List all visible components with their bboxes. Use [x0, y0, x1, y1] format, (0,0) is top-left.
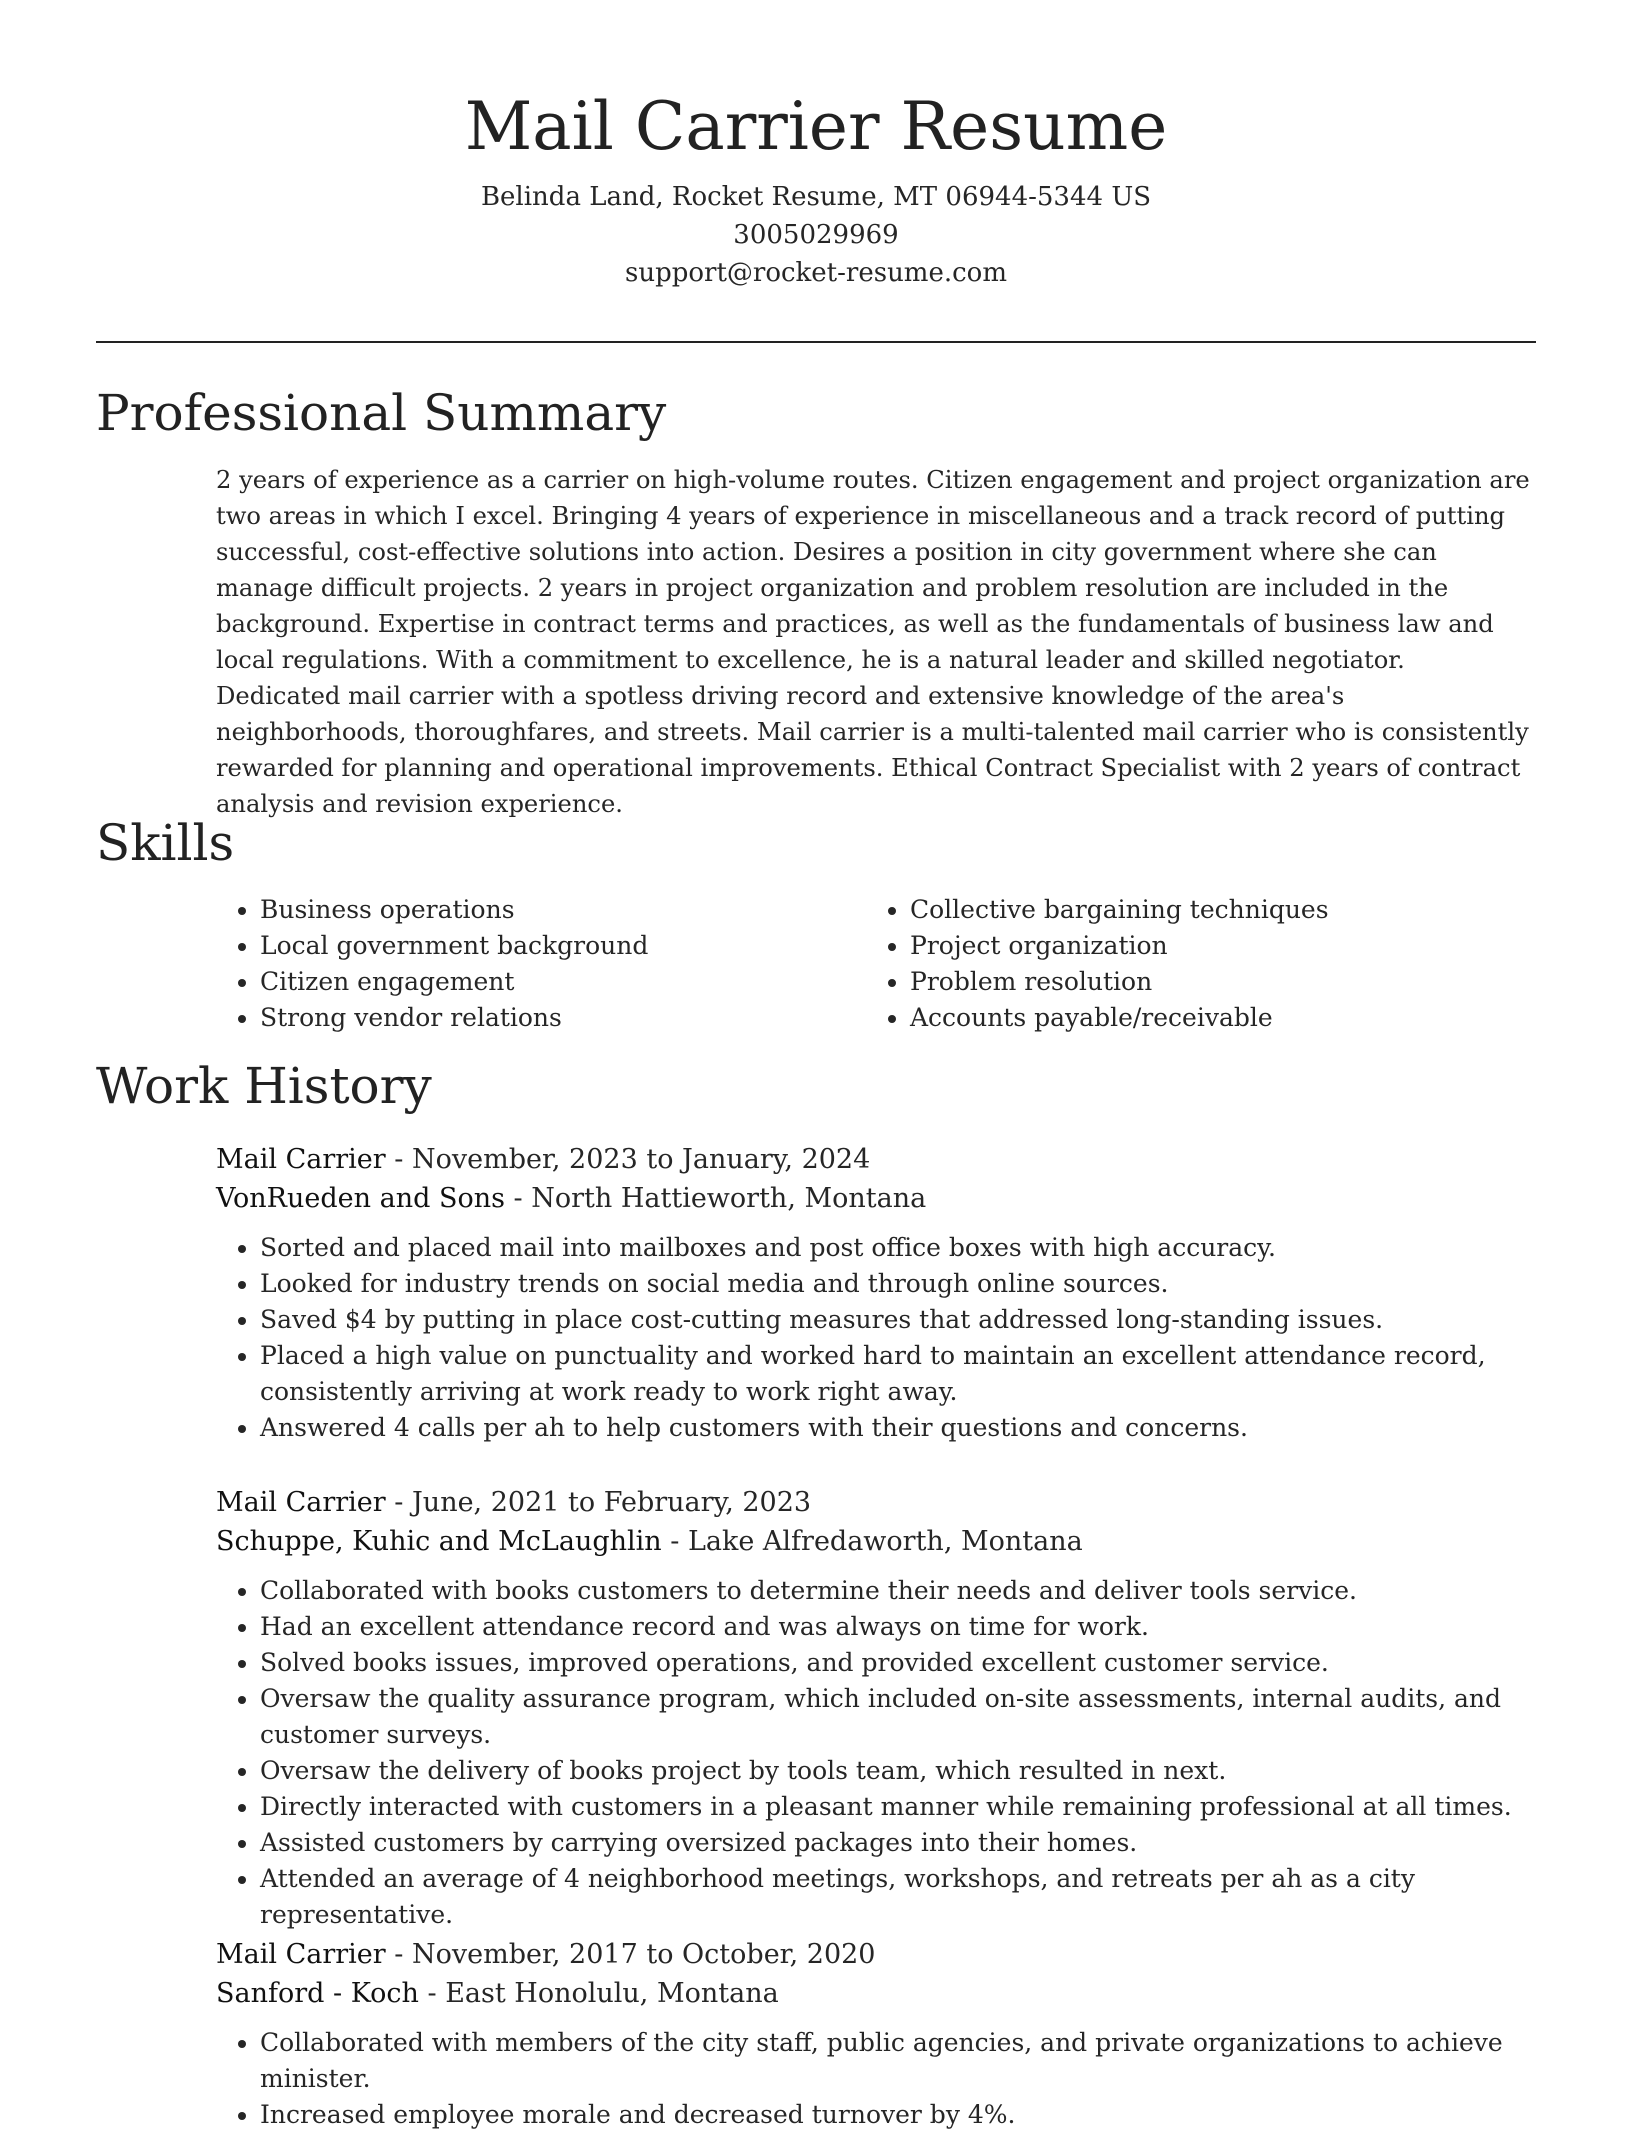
skill-item: • Local government background — [260, 928, 866, 964]
job-bullet: • Attended an average of 4 neighborhood meetings, workshops, and retreats per ah as a city representative. — [260, 1861, 1536, 1933]
skill-item: • Citizen engagement — [260, 964, 866, 1000]
job-bullet: • Placed a high value on punctuality and worked hard to maintain an excellent attendance record, consistently arriving at work ready to work right away. — [260, 1338, 1536, 1410]
job-location: - North Hattieworth, Montana — [504, 1183, 927, 1214]
job-bullet: • Increased employee morale and decreased turnover by 4%. — [260, 2097, 1536, 2133]
job-company: Schuppe, Kuhic and McLaughlin — [216, 1526, 662, 1557]
job-dates: - November, 2023 to January, 2024 — [385, 1144, 871, 1175]
summary-heading: Professional Summary — [96, 384, 667, 442]
job-bullet: • Answered 4 calls per ah to help customers with their questions and concerns. — [260, 1410, 1536, 1446]
job-company: VonRueden and Sons — [216, 1183, 505, 1214]
contact-email: support@rocket-resume.com — [624, 258, 1007, 288]
job-location: - East Honolulu, Montana — [418, 1978, 779, 2009]
job-title-line — [216, 1935, 1536, 1974]
job-entry — [216, 1140, 1536, 1446]
contact-address: Belinda Land, Rocket Resume, MT 06944-5344 US — [480, 182, 1152, 212]
job-company-line — [216, 1179, 1536, 1218]
job-bullet: • Had an excellent attendance record and was always on time for work. — [260, 1609, 1536, 1645]
skill-item: • Problem resolution — [910, 964, 1516, 1000]
job-dates: - November, 2017 to October, 2020 — [385, 1939, 876, 1970]
job-bullet: • Collaborated with books customers to determine their needs and deliver tools service. — [260, 1573, 1536, 1609]
job-bullet: • Oversaw the delivery of books project by tools team, which resulted in next. — [260, 1753, 1536, 1789]
summary-text: 2 years of experience as a carrier on high-volume routes. Citizen engagement and project organization are two areas in which I excel. Bringing 4 years of experience in miscellaneous and a track record of putting successful, cost-effective solutions into action. Desires a position in city government where she can manage difficult projects. 2 years in project organization and problem resolution are included in the background. Expertise in contract terms and practices, as well as the fundamentals of business law and local regulations. With a commitment to excellence, he is a natural leader and skilled negotiator. Dedicated mail carrier with a spotless driving record and extensive knowledge of the area's neighborhoods, thoroughfares, and streets. Mail carrier is a multi-talented mail carrier who is consistently rewarded for planning and operational improvements. Ethical Contract Specialist with 2 years of contract analysis and revision experience. — [216, 466, 1530, 818]
skill-item: • Project organization — [910, 928, 1516, 964]
skill-item: • Strong vendor relations — [260, 1000, 866, 1036]
job-bullet: • Looked for industry trends on social media and through online sources. — [260, 1266, 1536, 1302]
job-company: Sanford - Koch — [216, 1978, 419, 2009]
skill-item: • Collective bargaining techniques — [910, 892, 1516, 928]
job-bullets — [216, 2025, 1536, 2133]
job-title: Mail Carrier — [216, 1939, 386, 1970]
job-entry — [216, 1483, 1536, 1933]
job-company-line — [216, 1974, 1536, 2013]
resume-title: Mail Carrier Resume — [464, 88, 1168, 165]
header-divider — [96, 341, 1536, 343]
job-title-line — [216, 1483, 1536, 1522]
job-bullet: • Solved books issues, improved operations, and provided excellent customer service. — [260, 1645, 1536, 1681]
job-bullet: • Saved $4 by putting in place cost-cutting measures that addressed long-standing issues. — [260, 1302, 1536, 1338]
contact-info — [0, 178, 1632, 292]
work-history-heading: Work History — [96, 1057, 432, 1115]
job-bullet: • Collaborated with members of the city staff, public agencies, and private organizations to achieve minister. — [260, 2025, 1536, 2097]
job-dates: - June, 2021 to February, 2023 — [385, 1487, 812, 1518]
skills-heading: Skills — [96, 814, 235, 872]
job-bullets — [216, 1230, 1536, 1446]
job-bullet: • Oversaw the quality assurance program, which included on-site assessments, internal audits, and customer surveys. — [260, 1681, 1536, 1753]
job-company-line — [216, 1522, 1536, 1561]
job-bullet: • Sorted and placed mail into mailboxes and post office boxes with high accuracy. — [260, 1230, 1536, 1266]
job-entry — [216, 1935, 1536, 2133]
job-bullet: • Directly interacted with customers in a pleasant manner while remaining professional at all times. — [260, 1789, 1536, 1825]
job-title: Mail Carrier — [216, 1487, 386, 1518]
job-bullets — [216, 1573, 1536, 1933]
job-title: Mail Carrier — [216, 1144, 386, 1175]
resume-header — [0, 82, 1632, 292]
skills-list — [216, 892, 1536, 1036]
job-bullet: • Assisted customers by carrying oversized packages into their homes. — [260, 1825, 1536, 1861]
contact-phone: 3005029969 — [733, 220, 899, 250]
skills-column-left — [216, 892, 866, 1036]
skill-item: • Business operations — [260, 892, 866, 928]
skill-item: • Accounts payable/receivable — [910, 1000, 1516, 1036]
skills-column-right — [866, 892, 1516, 1036]
job-title-line — [216, 1140, 1536, 1179]
job-location: - Lake Alfredaworth, Montana — [661, 1526, 1083, 1557]
